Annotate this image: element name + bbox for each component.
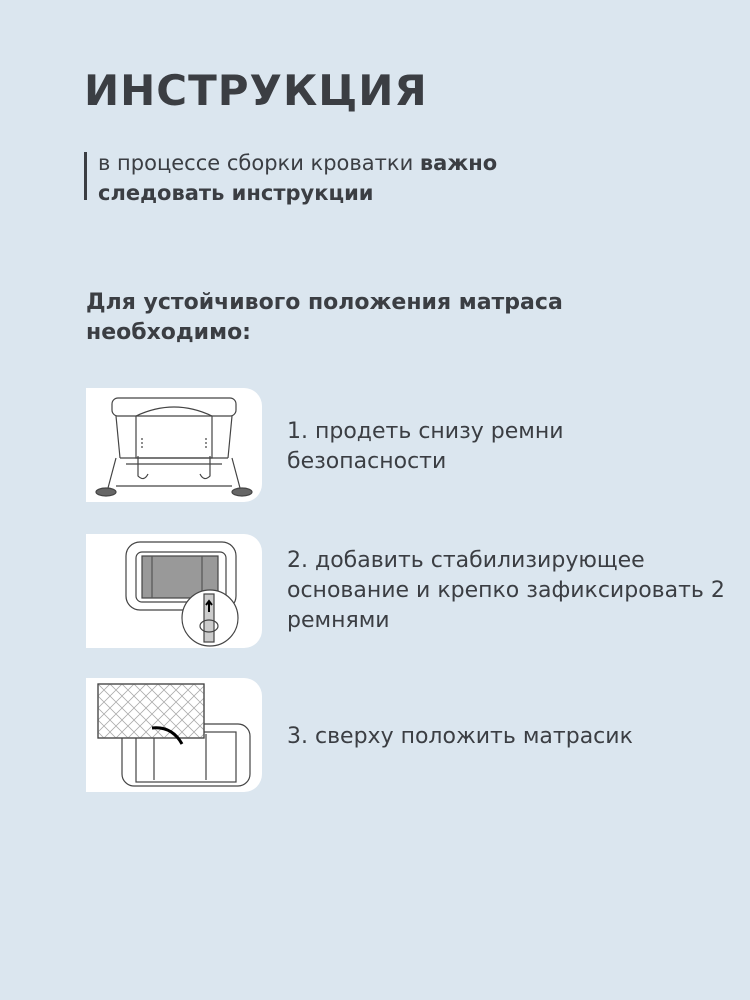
subtitle-bold: важно следовать инструкции <box>98 151 498 205</box>
step-2-text: 2. добавить стабилизирующее основание и крепко зафиксировать 2 ремнями <box>287 548 725 633</box>
step-2-illustration <box>86 534 262 648</box>
step-1-text: 1. продеть снизу ремни безопасности <box>287 419 564 474</box>
step-3-illustration <box>86 678 262 792</box>
accent-bar <box>84 152 87 200</box>
step-3-text: 3. сверху положить матрасик <box>287 724 633 749</box>
lead-text: Для устойчивого положения матраса необходимо: <box>86 290 563 345</box>
page-title: ИНСТРУКЦИЯ <box>84 66 428 115</box>
subtitle-regular: в процессе сборки кроватки <box>98 151 420 175</box>
step-1-illustration <box>86 388 262 502</box>
subtitle <box>98 148 618 208</box>
